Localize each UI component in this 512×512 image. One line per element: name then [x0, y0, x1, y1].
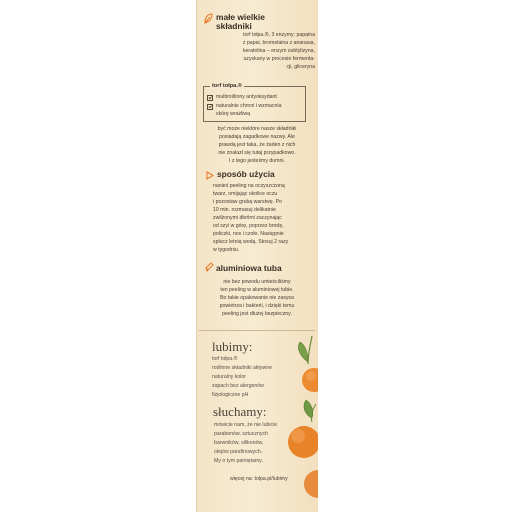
section2-text-line: w tygodniu.	[213, 247, 240, 253]
section2-text-line: i pozostaw grubą warstwę. Po	[213, 199, 282, 205]
section2-text-line: policzki, nos i czoło. Następnie	[213, 231, 284, 237]
tolpa-box-item: skórę wrażliwą	[216, 111, 251, 117]
sluchamy-line: My o tym pamiętamy.	[214, 458, 263, 464]
section2-text-line: twarz, omijając okolice oczu	[213, 191, 278, 197]
lubimy-line: zapach bez alergenów	[212, 383, 264, 389]
lubimy-line: torf tołpa.®	[212, 356, 238, 362]
section3-text-line: Bo takie opakowanie nie zasysa	[220, 295, 294, 301]
lubimy-title: lubimy:	[212, 339, 253, 354]
triangle-play-icon	[206, 171, 214, 180]
leaf-outline-icon	[204, 13, 213, 24]
section1-title-line2: składniki	[216, 21, 252, 31]
section1-text-line: cji, gliceryna	[286, 64, 315, 70]
tolpa-box-item: multiroślinny antyoksydant	[216, 94, 277, 100]
checkbox-icon	[207, 95, 213, 101]
lubimy-line: roślinne składniki aktywne	[212, 365, 272, 371]
section2-text-line: zwilżonymi dłońmi zaczynając	[213, 215, 282, 221]
sluchamy-line: olejów parafinowych.	[214, 449, 263, 455]
checkbox-icon	[207, 104, 213, 110]
pencil-icon	[205, 262, 214, 272]
tolpa-box-item: naturalnie chroni i wzmacnia	[216, 103, 282, 109]
section3-text-line: nie bez powodu umieściliśmy	[223, 279, 291, 285]
sluchamy-line: mówicie nam, że nie lubicie	[214, 422, 278, 428]
section2-text-line: spłucz letnią wodą. Stosuj 2 razy	[213, 239, 289, 245]
section3-text-line: ten peeling w aluminiowej tubie.	[220, 287, 294, 293]
section1-text-line: uzyskany w procesie fermenta-	[243, 56, 315, 62]
section1-extra-line: być może niektóre nasze składniki	[217, 126, 297, 132]
tolpa-box-label: torf tołpa.®	[212, 83, 242, 89]
section1-extra-line: I z tego jesteśmy dumni.	[229, 158, 285, 164]
sluchamy-title: słuchamy:	[213, 404, 267, 419]
section1-text-line: keratolina – enzym subtylizyna,	[242, 48, 315, 54]
section1-extra-line: nie znalazł się tutaj przypadkowo.	[218, 150, 296, 156]
section2-text-line: od szyi w górę, poprzez brodę,	[213, 223, 284, 229]
section2-text-line: 10 min. rozmasuj delikatnie	[213, 207, 276, 213]
section-divider	[199, 330, 315, 331]
section2-title: sposób użycia	[217, 169, 275, 179]
lubimy-line: naturalny kolor	[212, 374, 247, 380]
lubimy-line: fizjologiczne pH	[212, 392, 249, 398]
sluchamy-line: barwników, silikonów,	[214, 440, 264, 446]
section3-text-line: powietrza i bakterii, i dzięki temu	[219, 303, 295, 309]
orange-fruit-illustration	[286, 334, 318, 504]
section1-text-line: z papai, bromelaina z ananasa,	[242, 40, 315, 46]
section3-title: aluminiowa tuba	[216, 263, 282, 273]
section1-title-line1: małe wielkie	[216, 12, 265, 22]
section2-text-line: nanieś peeling na oczyszczoną	[213, 183, 285, 189]
box-edge	[196, 0, 197, 512]
section1-extra-line: prawdą jest taka, że żaden z nich	[218, 142, 296, 148]
sluchamy-line: parabenów, sztucznych	[214, 431, 268, 437]
section1-text-line: torf tołpa.®, 3 enzymy: papaina	[243, 32, 315, 38]
section1-extra-line: posiadają zagadkowe nazwy. Ale	[219, 134, 295, 140]
section3-text-line: peeling jest dłużej bezpieczny.	[222, 311, 292, 317]
footer-link[interactable]: więcej na: tolpa.pl/lubimy	[230, 476, 288, 482]
